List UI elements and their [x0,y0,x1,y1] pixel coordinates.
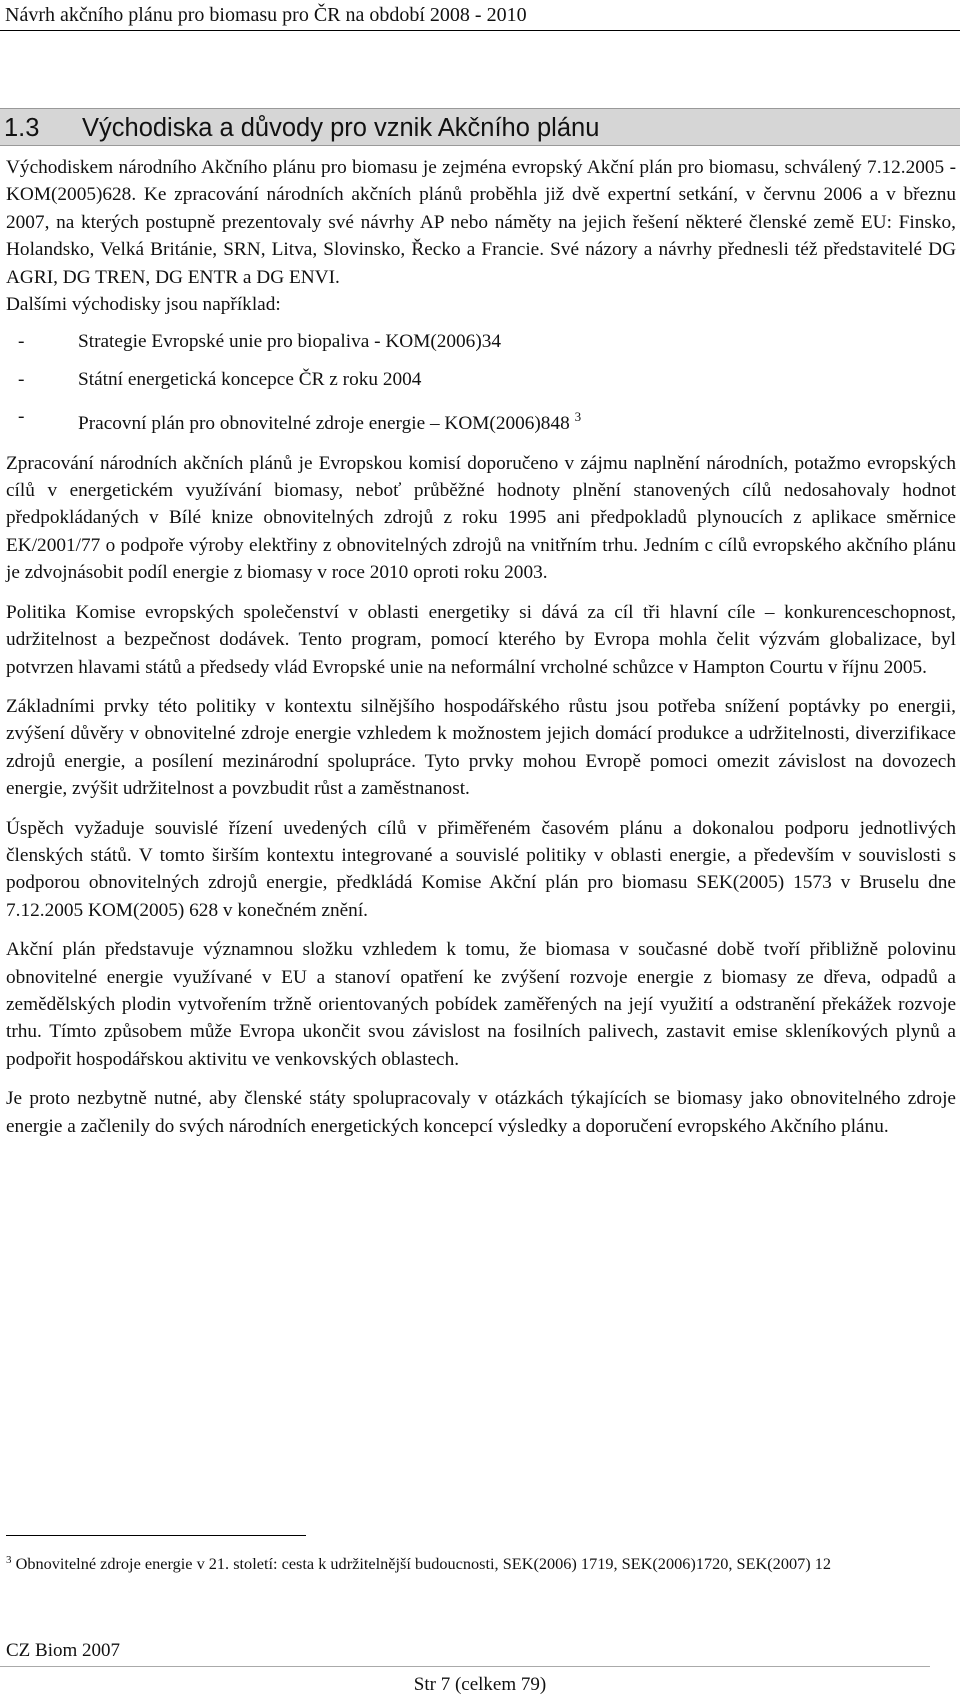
footer-divider [0,1666,930,1667]
paragraph: Základními prvky této politiky v kontextu silnějšího hospodářského růstu jsou potřeba snížení poptávky po energii, zvýšení důvěry v obnovitelné zdroje energie vzhledem k možnostem jejich domácí produkce a udržitelnosti, diverzifikace zdrojů energie, a posílení mezinárodní spolupráce. Tyto prvky mohou Evropě pomoci omezit závislost na dovozech energie, zvýšit udržitelnost a povzbudit růst a zaměstnanost. [6,695,956,800]
paragraph: Úspěch vyžaduje souvislé řízení uvedených cílů v přiměřeném časovém plánu a dokonalou podporu jednotlivých členských států. V tomto širším kontextu integrované a souvislé politiky v oblasti energie, a především v souvislosti s podporou obnovitelných zdrojů energie, předkládá Komise Akční plán pro biomasu SEK(2005) 1573 v Bruselu dne 7.12.2005 KOM(2005) 628 v konečném znění. [6,817,956,921]
list-intro: Dalšími východisky jsou například: [6,294,281,316]
list-item: - Státní energetická koncepce ČR z roku 2004 [6,366,956,393]
section-heading [0,108,960,146]
footnote-reference[interactable]: 3 [574,409,582,425]
page-number: Str 7 (celkem 79) [413,1674,547,1695]
paragraph: Politika Komise evropských společenství v oblasti energetiky si dává za cíl tři hlavní cíle – konkurenceschopnost, udržitelnost a bezpečnost dodávek. Tento program, pomocí kterého by Evropa mohla čelit výzvám globalizace, byl potvrzen hlavami států a předsedy vlád Evropské unie na neformální vrcholné schůzce v Hampton Courtu v říjnu 2005. [6,601,956,678]
running-header: Návrh akčního plánu pro biomasu pro ČR na období 2008 - 2010 [5,4,527,26]
paragraph: Akční plán představuje významnou složku vzhledem k tomu, že biomasa v současné době tvoří přibližně polovinu obnovitelné energie využívané v EU a stanoví opatření ke zvýšení rozvoje energie z biomasy ze dřeva, odpadů a zemědělských plodin vytvořením tržně orientovaných pobídek zaměřených na její využití a odstranění překážek rozvoje trhu. Tímto způsobem může Evropa ukončit svou závislost na fosilních palivech, zastavit emise skleníkových plynů a podpořit hospodářskou aktivitu ve venkovských oblastech. [6,939,956,1070]
footnote [6,1548,956,1576]
paragraph: Zpracování národních akčních plánů je Evropskou komisí doporučeno v zájmu naplnění národních, potažmo evropských cílů v energetickém využívání biomasy, neboť průběžné hodnoty plnění stanovených cílů nedosahovaly hodnot předpokládaných v Bílé knize obnovitelných zdrojů z roku 1995 ani předpokladů plynoucích z aplikace směrnice EK/2001/77 o podpoře výroby elektřiny z obnovitelných zdrojů na vnitřním trhu. Jedním c cílů evropského akčního plánu je zdvojnásobit podíl energie z biomasy v roce 2010 oproti roku 2003. [6,452,956,584]
section-title: Východiska a důvody pro vznik Akčního plánu [82,114,600,142]
footnote-text: Obnovitelné zdroje energie v 21. století: cesta k udržitelnější budoucnosti, SEK(2006) 1719, SEK(2006)1720, SEK(2007) 12 [15,1554,832,1573]
source-list [6,328,956,437]
paragraph: Je proto nezbytně nutné, aby členské státy spolupracovaly v otázkách týkajících se biomasy jako obnovitelného zdroje energie a začlenily do svých národních energetických koncepcí výsledky a doporučení evropského Akčního plánu. [6,1088,956,1137]
list-item: - Strategie Evropské unie pro biopaliva - KOM(2006)34 [6,328,956,355]
footnote-divider [6,1535,306,1536]
body-text [6,154,956,1140]
header-divider [0,30,960,31]
intro-paragraph: Východiskem národního Akčního plánu pro biomasu je zejména evropský Akční plán pro biomasu, schválený 7.12.2005 - KOM(2005)628. Ke zpracování národních akčních plánů proběhla již dvě expertní setkání, v červnu 2006 a v březnu 2007, na kterých postupně prezentovaly své návrhy AP nebo náměty na jejich řešení některé členské země EU: Finsko, Holandsko, Velká Británie, SRN, Litva, Slovinsko, Řecko a Francie. Své názory a návrhy přednesli též představitelé DG AGRI, DG TREN, DG ENTR a DG ENVI. [6,157,956,288]
footnote-number: 3 [6,1554,12,1566]
list-item: - Pracovní plán pro obnovitelné zdroje energie – KOM(2006)848 $^3$ [6,403,956,437]
section-number: 1.3 [4,114,40,142]
footer-organization: CZ Biom 2007 [6,1640,121,1661]
